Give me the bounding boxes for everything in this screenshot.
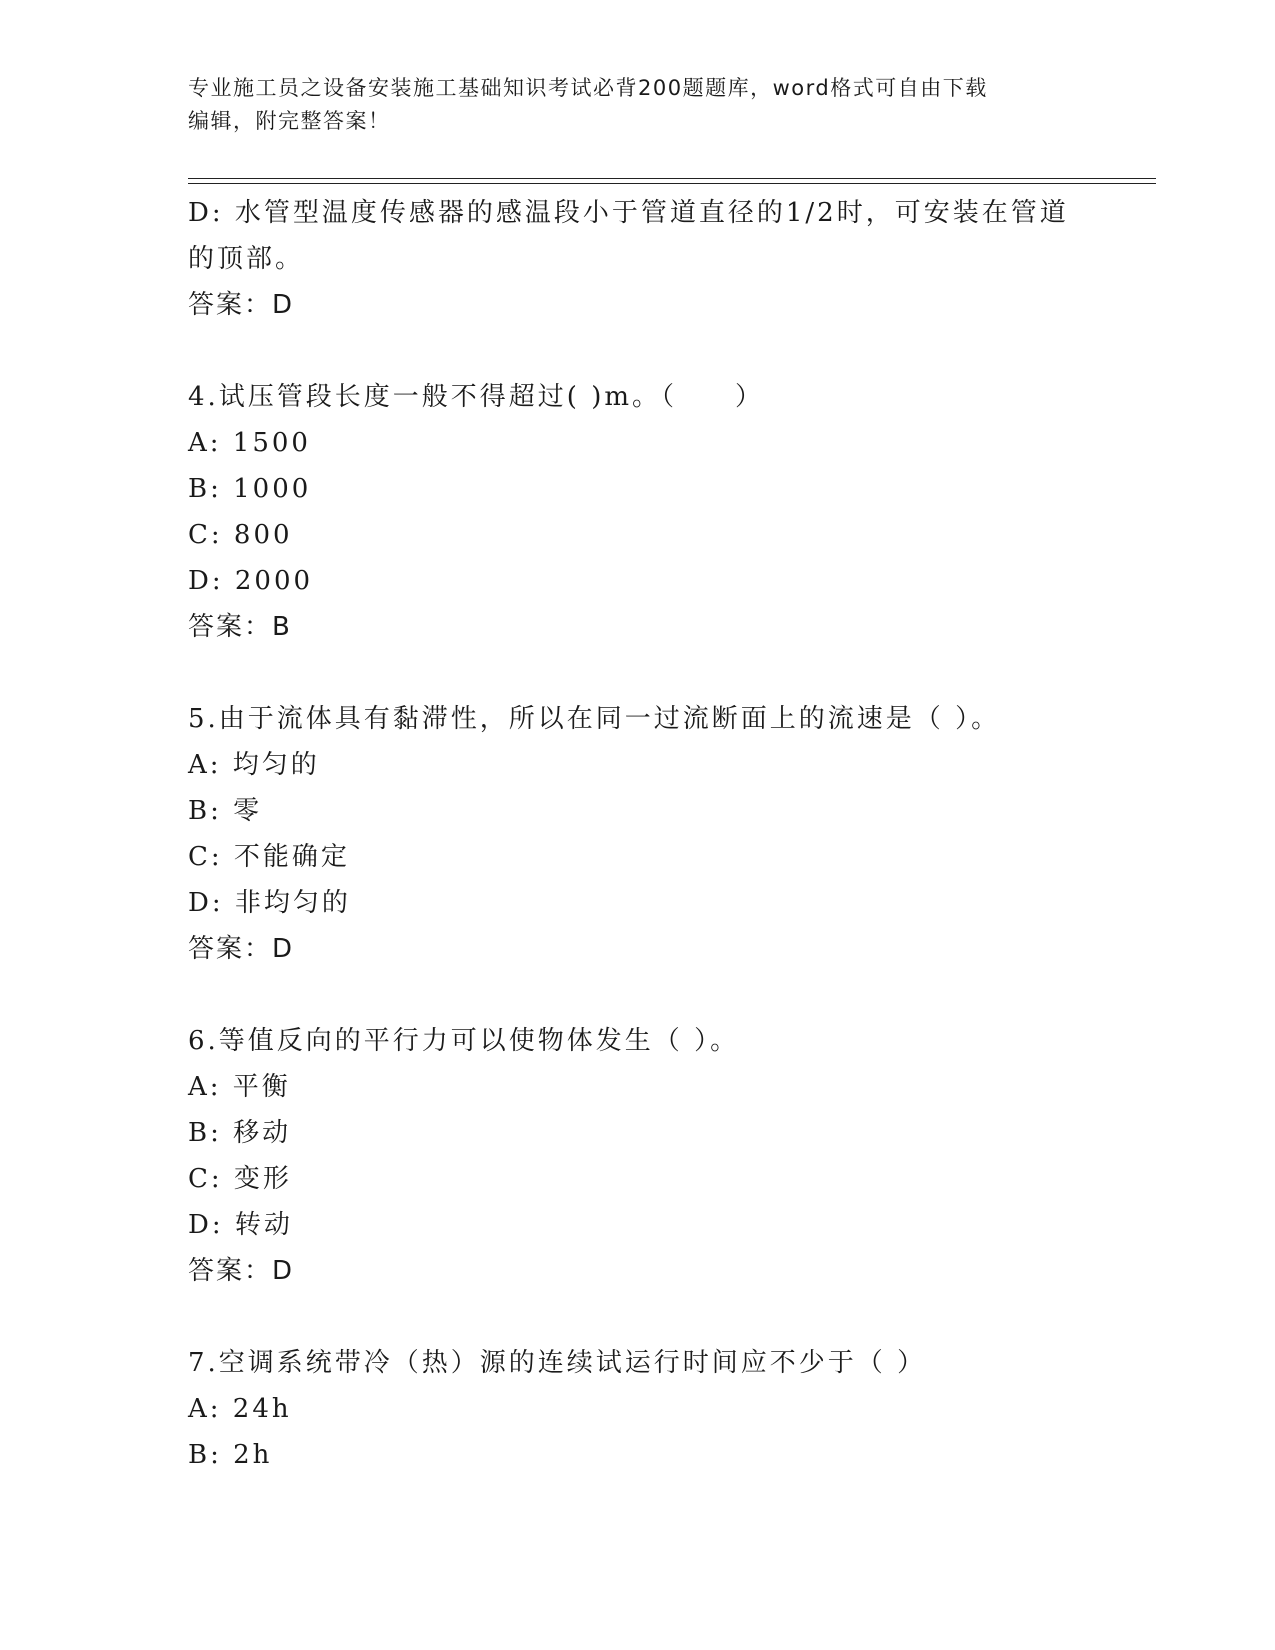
question-7 xyxy=(188,1340,1088,1478)
answer: 答案：B xyxy=(188,612,292,642)
option-a: A: 1500 xyxy=(188,428,311,458)
option-a: A: 平衡 xyxy=(188,1072,291,1102)
option-a: A: 24h xyxy=(188,1394,292,1424)
question-stem: 5.由于流体具有黏滞性，所以在同一过流断面上的流速是（ ）。 xyxy=(188,704,1001,734)
option-c: C: 800 xyxy=(188,520,293,550)
option-d: D: 2000 xyxy=(188,566,314,596)
option-d: D: 水管型温度传感器的感温段小于管道直径的1/2时，可安装在管道 xyxy=(188,198,1069,228)
question-stem: 7.空调系统带冷（热）源的连续试运行时间应不少于（ ） xyxy=(188,1348,927,1378)
document-header xyxy=(188,72,1088,138)
option-a: A: 均匀的 xyxy=(188,750,320,780)
option-b: B: 1000 xyxy=(188,474,312,504)
header-divider-bottom xyxy=(188,183,1156,184)
spacer xyxy=(188,1294,1088,1340)
option-b: B: 零 xyxy=(188,796,263,826)
option-c: C: 不能确定 xyxy=(188,842,350,872)
question-4 xyxy=(188,374,1088,650)
option-b: B: 2h xyxy=(188,1440,273,1470)
spacer xyxy=(188,972,1088,1018)
option-d-continued: 的顶部。 xyxy=(188,244,305,274)
question-6 xyxy=(188,1018,1088,1294)
question-5 xyxy=(188,696,1088,972)
option-d: D: 转动 xyxy=(188,1210,293,1240)
option-b: B: 移动 xyxy=(188,1118,292,1148)
header-line-1: 专业施工员之设备安装施工基础知识考试必背200题题库，word格式可自由下载 xyxy=(188,76,988,100)
option-d: D: 非均匀的 xyxy=(188,888,351,918)
spacer xyxy=(188,650,1088,696)
question-list xyxy=(188,190,1088,1478)
answer: 答案：D xyxy=(188,1256,295,1286)
spacer xyxy=(188,328,1088,374)
header-line-2: 编辑，附完整答案！ xyxy=(188,109,391,133)
answer: 答案：D xyxy=(188,290,295,320)
question-stem: 4.试压管段长度一般不得超过( )m。（ ） xyxy=(188,382,765,412)
question-3 xyxy=(188,190,1088,328)
answer: 答案：D xyxy=(188,934,295,964)
header-divider-top xyxy=(188,178,1156,179)
option-c: C: 变形 xyxy=(188,1164,292,1194)
question-stem: 6.等值反向的平行力可以使物体发生（ ）。 xyxy=(188,1026,740,1056)
